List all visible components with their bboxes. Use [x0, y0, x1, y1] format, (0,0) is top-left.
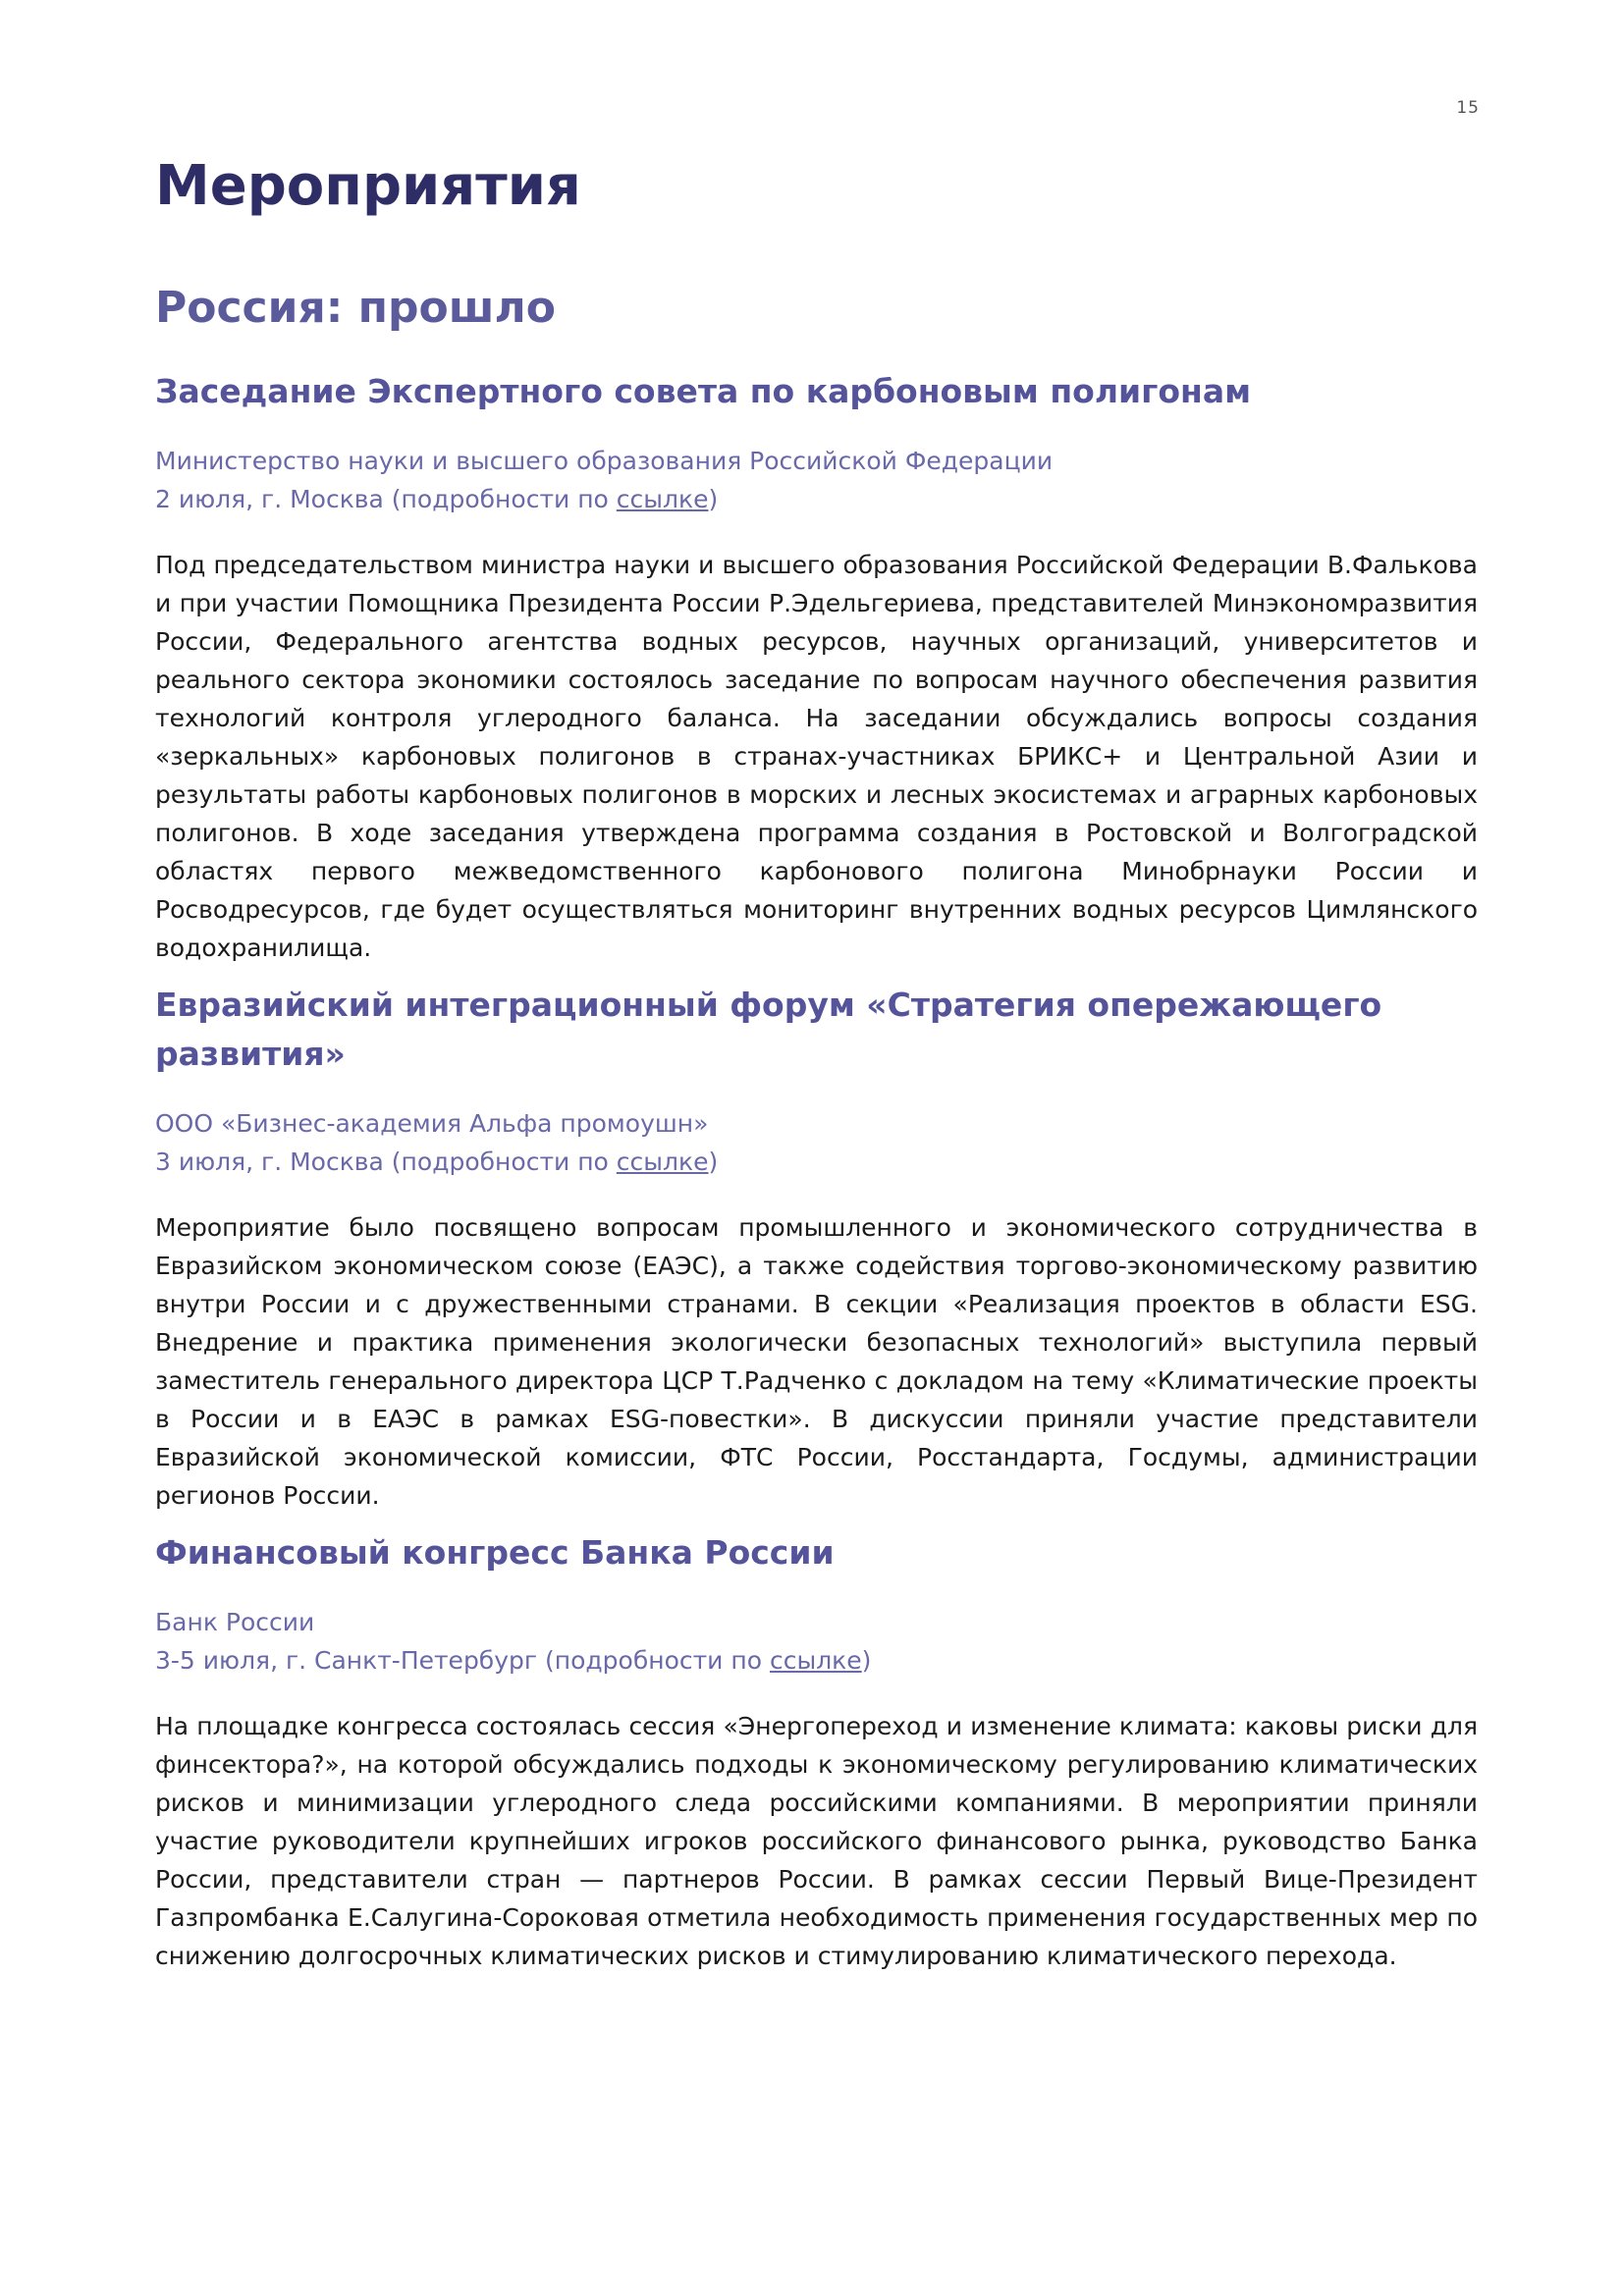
event-close-paren: ): [861, 1646, 872, 1675]
event-details-link[interactable]: ссылке: [616, 1148, 709, 1176]
event-body: Под председательством министра науки и высшего образования Российской Федерации В.Фалькова и при участии Помощника Президента России Р.Эдельгериева, представителей Минэкономразвития России, Федерального агентства водных ресурсов, научных организаций, университетов и реального сектора экономики состоялось заседание по вопросам научного обеспечения развития технологий контроля углеродного баланса. На заседании обсуждались вопросы создания «зеркальных» карбоновых полигонов в странах-участниках БРИКС+ и Центральной Азии и результаты работы карбоновых полигонов в морских и лесных экосистемах и аграрных карбоновых полигонов. В ходе заседания утверждена программа создания в Ростовской и Волгоградской областях первого межведомственного карбонового полигона Минобрнауки России и Росводресурсов, где будет осуществляться мониторинг внутренних водных ресурсов Цимлянского водохранилища.: [155, 551, 1478, 962]
event-date-text: 3-5 июля, г. Санкт-Петербург (подробности по: [155, 1646, 770, 1675]
event-date-text: 3 июля, г. Москва (подробности по: [155, 1148, 617, 1176]
event-date-location: [155, 1143, 1478, 1181]
event-date-text: 2 июля, г. Москва (подробности по: [155, 485, 617, 513]
event-organizer: Министерство науки и высшего образования Российской Федерации: [155, 447, 1054, 475]
event-organizer: ООО «Бизнес-академия Альфа промоушн»: [155, 1109, 709, 1138]
event-meta: [155, 1603, 1478, 1680]
event-title: Финансовый конгресс Банка России: [155, 1533, 835, 1572]
event-organizer: Банк России: [155, 1608, 315, 1636]
event-details-link[interactable]: ссылке: [769, 1646, 862, 1675]
event-block: [155, 367, 1478, 967]
page-number: 15: [1456, 98, 1480, 118]
event-close-paren: ): [708, 485, 719, 513]
event-body: Мероприятие было посвящено вопросам промышленного и экономического сотрудничества в Евразийском экономическом союзе (ЕАЭС), а также содействия торгово-экономическому развитию внутри России и с дружественными странами. В секции «Реализация проектов в области ESG. Внедрение и практика применения экологически безопасных технологий» выступила первый заместитель генерального директора ЦСР Т.Радченко с докладом на тему «Климатические проекты в России и в ЕАЭС в рамках ESG-повестки». В дискуссии приняли участие представители Евразийской экономической комиссии, ФТС России, Росстандарта, Госдумы, администрации регионов России.: [155, 1213, 1478, 1510]
event-title: Евразийский интеграционный форум «Стратегия опережающего развития»: [155, 986, 1382, 1073]
event-meta: [155, 1104, 1478, 1181]
event-meta: [155, 442, 1478, 518]
event-block: [155, 981, 1478, 1515]
page-content: [155, 147, 1478, 1975]
event-date-location: [155, 1641, 1478, 1680]
event-date-location: [155, 480, 1478, 518]
event-body: На площадке конгресса состоялась сессия «Энергопереход и изменение климата: каковы риски для финсектора?», на которой обсуждались подходы к экономическому регулированию климатических рисков и минимизации углеродного следа российскими компаниями. В мероприятии приняли участие руководители крупнейших игроков российского финансового рынка, руководство Банка России, представители стран — партнеров России. В рамках сессии Первый Вице-Президент Газпромбанка Е.Салугина-Сороковая отметила необходимость применения государственных мер по снижению долгосрочных климатических рисков и стимулированию климатического перехода.: [155, 1712, 1478, 1970]
event-title: Заседание Экспертного совета по карбоновым полигонам: [155, 372, 1252, 410]
page-title: Мероприятия: [155, 154, 581, 218]
section-title: Россия: прошло: [155, 283, 556, 333]
event-close-paren: ): [708, 1148, 719, 1176]
event-block: [155, 1528, 1478, 1975]
event-details-link[interactable]: ссылке: [616, 485, 709, 513]
